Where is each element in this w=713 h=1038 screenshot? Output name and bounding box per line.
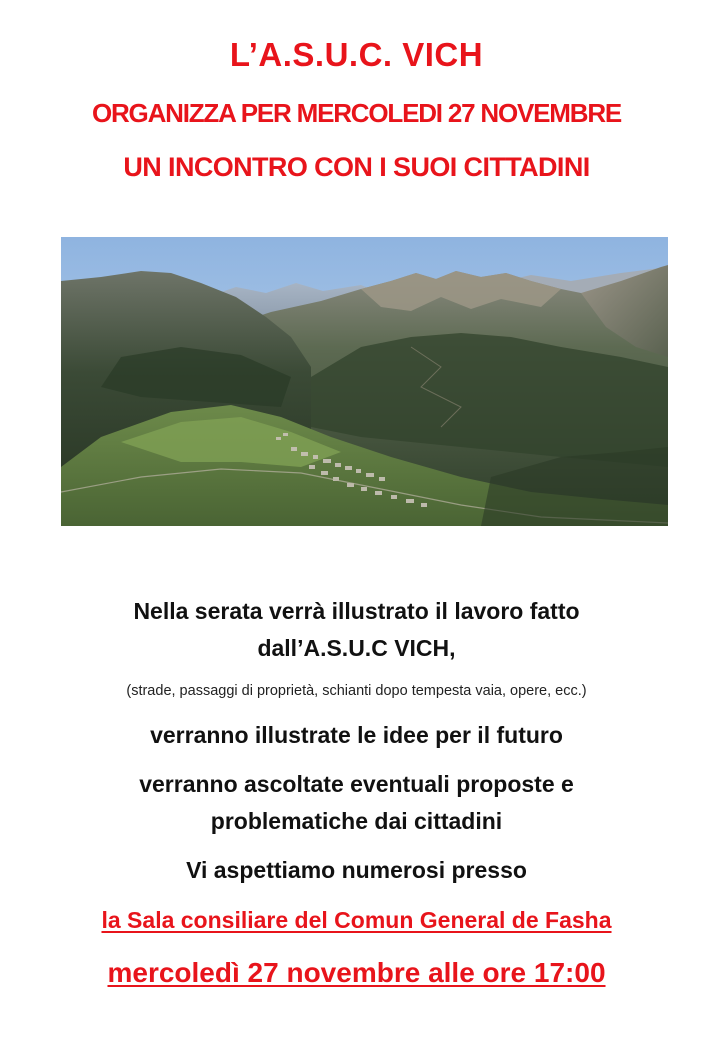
poster-subtitle-meeting: UN INCONTRO CON I SUOI CITTADINI (123, 152, 590, 182)
body-line-invitation: Vi aspettiamo numerosi presso (186, 857, 527, 883)
body-line-work-done: Nella serata verrà illustrato il lavoro fatto (133, 598, 580, 624)
body-line-asuc: dall’A.S.U.C VICH, (257, 635, 456, 661)
event-location: la Sala consiliare del Comun General de Fasha (101, 907, 612, 933)
body-note-examples: (strade, passaggi di proprietà, schianti dopo tempesta vaia, opere, ecc.) (126, 683, 587, 699)
mountain-valley-photo (61, 237, 668, 526)
poster-subtitle-date: ORGANIZZA PER MERCOLEDI 27 NOVEMBRE (91, 98, 622, 128)
body-line-proposals: verranno ascoltate eventuali proposte e (139, 771, 574, 797)
body-line-problems: problematiche dai cittadini (210, 808, 503, 834)
poster-title: L’A.S.U.C. VICH (229, 36, 484, 73)
body-line-future-ideas: verranno illustrate le idee per il futuro (150, 722, 563, 748)
event-datetime: mercoledì 27 novembre alle ore 17:00 (107, 957, 606, 988)
